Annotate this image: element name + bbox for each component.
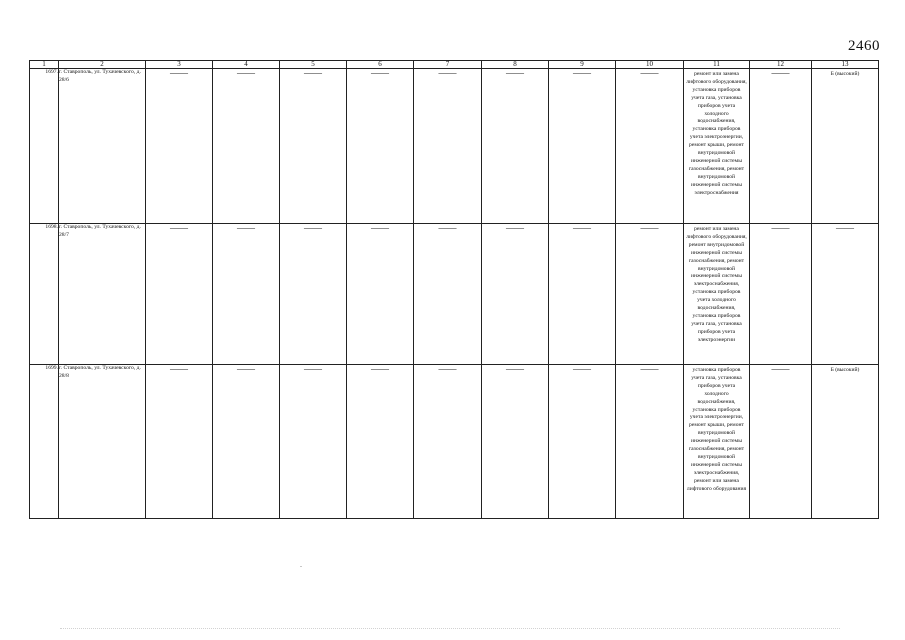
dash-cell: ——: [506, 68, 524, 78]
dash-cell: ——: [640, 364, 659, 374]
register-table: [29, 60, 879, 519]
table-row: [30, 365, 879, 519]
dash-cell: ——: [640, 68, 659, 78]
works-list: ремонт или замена лифтового оборудования, ремонт внутридомовой инженерной системы газоснабжения, ремонт внутридомовой инженерной системы электроснабжения, установка приборов учета холодного водоснабжения, установка приборов учета газа, установка приборов учета электроэнергии: [686, 226, 747, 343]
works-list: ремонт или замена лифтового оборудования, установка приборов учета газа, установка приборов учета холодного водоснабжения, установка приборов учета электроэнергии, ремонт крыши, ремонт внутридомовой инженерной системы газоснабжения, ремонт внутридомовой инженерной системы электроснабжения: [686, 71, 747, 196]
dash-cell: ——: [771, 223, 790, 233]
dash-cell: ——: [506, 364, 524, 374]
dash-cell: ——: [237, 223, 255, 233]
dash-cell: ——: [371, 68, 389, 78]
dash-cell: ——: [170, 364, 188, 374]
dash-cell: ——: [506, 223, 524, 233]
dash-cell: ——: [573, 68, 591, 78]
row-number: 1698.: [30, 224, 59, 365]
row-address: г. Ставрополь, ул. Тухачевского, д. 28/8: [59, 365, 146, 519]
column-header: 4: [213, 61, 280, 69]
column-header: 11: [684, 61, 750, 69]
dash-cell: ——: [573, 364, 591, 374]
column-header: 10: [616, 61, 684, 69]
dash-cell: ——: [371, 364, 389, 374]
column-header: 12: [750, 61, 812, 69]
dash-cell: ——: [304, 68, 322, 78]
dash-cell: ——: [371, 223, 389, 233]
dash-cell: ——: [771, 68, 790, 78]
category-cell: ——: [836, 223, 854, 233]
column-header: 9: [549, 61, 616, 69]
dash-cell: ——: [237, 364, 255, 374]
column-header: 6: [347, 61, 414, 69]
dash-cell: ——: [304, 364, 322, 374]
category-cell: Б (высокий): [830, 71, 860, 77]
scan-speck: [300, 566, 302, 567]
scan-edge-noise: [60, 628, 840, 630]
table-row: [30, 69, 879, 224]
works-list: установка приборов учета газа, установка приборов учета холодного водоснабжения, установка приборов учета электроэнергии, ремонт крыши, ремонт внутридомовой инженерной системы газоснабжения, ремонт внутридомовой инженерной системы электроснабжения, ремонт или замена лифтового оборудования: [686, 367, 747, 492]
header-row: [30, 61, 879, 69]
dash-cell: ——: [438, 364, 457, 374]
row-address: г. Ставрополь, ул. Тухачевского, д. 28/7: [59, 224, 146, 365]
column-header: 2: [59, 61, 146, 69]
category-cell: Б (высокий): [830, 367, 860, 373]
dash-cell: ——: [304, 223, 322, 233]
row-number: 1697.: [30, 69, 59, 224]
dash-cell: ——: [170, 223, 188, 233]
column-header: 13: [812, 61, 879, 69]
page-number: 2460: [848, 38, 880, 54]
column-header: 5: [280, 61, 347, 69]
dash-cell: ——: [573, 223, 591, 233]
dash-cell: ——: [438, 68, 457, 78]
column-header: 3: [146, 61, 213, 69]
dash-cell: ——: [237, 68, 255, 78]
dash-cell: ——: [640, 223, 659, 233]
row-address: г. Ставрополь, ул. Тухачевского, д. 28/6: [59, 69, 146, 224]
dash-cell: ——: [170, 68, 188, 78]
table-row: [30, 224, 879, 365]
column-header: 7: [414, 61, 482, 69]
row-number: 1699.: [30, 365, 59, 519]
column-header: 8: [482, 61, 549, 69]
dash-cell: ——: [771, 364, 790, 374]
dash-cell: ——: [438, 223, 457, 233]
column-header: 1: [30, 61, 59, 69]
